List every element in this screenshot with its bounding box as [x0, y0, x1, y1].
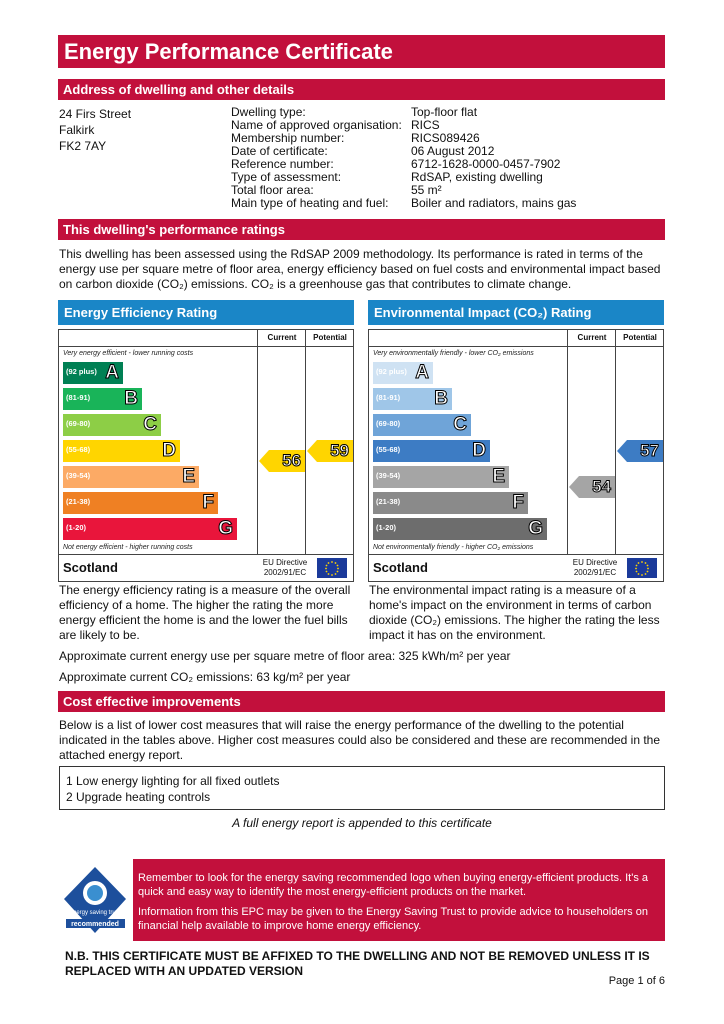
band-range: (39-54)	[376, 471, 401, 480]
co2-emissions: Approximate current CO₂ emissions: 63 kg/m² per year	[59, 670, 351, 684]
band-range: (21-38)	[66, 497, 91, 506]
band-letter: A	[415, 362, 429, 383]
detail-value: 6712-1628-0000-0457-7902	[411, 157, 561, 171]
divider	[305, 330, 306, 555]
list-item: 2 Upgrade heating controls	[66, 790, 211, 804]
page-number: Page 1 of 6	[608, 975, 665, 987]
divider	[567, 330, 568, 555]
detail-key: Total floor area:	[231, 183, 314, 197]
svg-text:energy saving trust: energy saving trust	[69, 910, 121, 916]
band-range: (55-68)	[66, 445, 91, 454]
band-range: (81-91)	[376, 393, 401, 402]
detail-key: Name of approved organisation:	[231, 118, 402, 132]
band-letter: E	[492, 466, 505, 487]
rating-band-d	[373, 440, 490, 462]
chart-bottom-text: Not environmentally friendly - higher CO₂ emissions	[373, 544, 534, 551]
band-range: (55-68)	[376, 445, 401, 454]
rating-band-b	[373, 388, 452, 410]
ratings-intro: This dwelling has been assessed using the RdSAP 2009 methodology. Its performance is rated in terms of the energy use per square metre of floor area, energy efficiency based on fuel costs and environmental impact based on carbon dioxide (CO₂) emissions. CO₂ is a greenhouse gas that contributes to climate change.	[59, 247, 661, 291]
band-range: (92 plus)	[66, 367, 97, 376]
chart-frame	[368, 329, 664, 582]
eu-directive: EU Directive 2002/91/EC	[262, 558, 308, 577]
rating-band-a	[373, 362, 433, 384]
band-letter: D	[162, 440, 176, 461]
chart-top-text: Very environmentally friendly - lower CO₂ emissions	[373, 350, 534, 357]
dwelling-details	[231, 106, 576, 210]
potential-rating-value: 57	[640, 441, 659, 460]
band-letter: A	[105, 362, 119, 383]
address-line: Falkirk	[59, 123, 95, 137]
section-improvements-heading: Cost effective improvements	[58, 691, 665, 712]
rating-band-f	[63, 492, 218, 514]
band-range: (69-80)	[376, 419, 401, 428]
country-label: Scotland	[373, 560, 428, 575]
list-item: 1 Low energy lighting for all fixed outlets	[66, 774, 280, 788]
detail-value: 06 August 2012	[411, 144, 495, 158]
current-rating-value: 56	[282, 451, 301, 470]
band-letter: D	[472, 440, 486, 461]
section-address-heading: Address of dwelling and other details	[58, 79, 665, 100]
potential-col-header: Potential	[313, 333, 347, 342]
improvements-list	[59, 766, 665, 810]
divider	[257, 330, 258, 555]
current-rating-arrow	[259, 450, 305, 472]
potential-rating-arrow	[617, 440, 663, 462]
page-title: Energy Performance Certificate	[58, 35, 665, 68]
chart-footer	[59, 554, 353, 581]
detail-value: RICS089426	[411, 131, 480, 145]
energy-use: Approximate current energy use per square metre of floor area: 325 kWh/m² per year	[59, 649, 511, 663]
chart-frame	[58, 329, 354, 582]
current-col-header: Current	[267, 333, 297, 342]
eu-flag-icon	[317, 558, 347, 578]
detail-key: Date of certificate:	[231, 144, 328, 158]
energy-saving-trust-banner	[58, 859, 665, 941]
band-range: (1-20)	[376, 523, 397, 532]
band-letter: G	[528, 518, 543, 539]
svg-text:recommended: recommended	[71, 921, 119, 928]
band-range: (39-54)	[66, 471, 91, 480]
energy-efficiency-chart	[58, 300, 354, 582]
band-letter: G	[218, 518, 233, 539]
chart-footer	[369, 554, 663, 581]
rating-band-e	[373, 466, 509, 488]
ei-description: The environmental impact rating is a measure of a home's impact on the environment in terms of carbon dioxide (CO₂) emissions. The higher the rating the less impact it has on the environment.	[369, 583, 660, 642]
band-range: (81-91)	[66, 393, 91, 402]
detail-value: Boiler and radiators, mains gas	[411, 196, 577, 210]
eu-directive: EU Directive 2002/91/EC	[572, 558, 618, 577]
band-range: (21-38)	[376, 497, 401, 506]
detail-value: RICS	[411, 118, 440, 132]
potential-rating-arrow	[307, 440, 353, 462]
address-line: 24 Firs Street	[59, 107, 132, 121]
band-letter: E	[182, 466, 195, 487]
eu-flag-icon	[627, 558, 657, 578]
detail-value: Top-floor flat	[411, 105, 478, 119]
detail-value: 55 m²	[411, 183, 442, 197]
report-note: A full energy report is appended to this certificate	[232, 816, 492, 830]
divider	[615, 330, 616, 555]
est-text-1: Remember to look for the energy saving recommended logo when buying energy-efficient products. It's a quick and easy way to identify the most energy-efficient products on the market.	[138, 872, 649, 898]
detail-value: RdSAP, existing dwelling	[411, 170, 543, 184]
address-block	[59, 106, 131, 154]
rating-band-c	[373, 414, 471, 436]
rating-band-g	[373, 518, 547, 540]
band-letter: C	[453, 414, 467, 435]
rating-band-e	[63, 466, 199, 488]
detail-key: Membership number:	[231, 131, 345, 145]
current-rating-value: 54	[592, 477, 611, 496]
current-rating-arrow	[569, 476, 615, 498]
band-range: (92 plus)	[376, 367, 407, 376]
rating-band-d	[63, 440, 180, 462]
est-text-2: Information from this EPC may be given to the Energy Saving Trust to provide advice to householders on financial help available to improve home energy efficiency.	[138, 906, 648, 932]
detail-key: Reference number:	[231, 157, 334, 171]
chart-top-text: Very energy efficient - lower running costs	[63, 350, 194, 357]
country-label: Scotland	[63, 560, 118, 575]
rating-band-g	[63, 518, 237, 540]
band-range: (69-80)	[66, 419, 91, 428]
rating-band-b	[63, 388, 142, 410]
band-letter: F	[512, 492, 524, 513]
address-line: FK2 7AY	[59, 139, 107, 153]
environmental-impact-chart	[368, 300, 664, 582]
improvements-intro: Below is a list of lower cost measures that will raise the energy performance of the dwelling to the potential indicated in the tables above. Higher cost measures could also be considered and these are recommended in the attached energy report.	[59, 718, 661, 762]
detail-key: Main type of heating and fuel:	[231, 196, 389, 210]
section-ratings-heading: This dwelling's performance ratings	[58, 219, 665, 240]
band-letter: B	[124, 388, 138, 409]
chart-title: Energy Efficiency Rating	[58, 300, 354, 325]
chart-title: Environmental Impact (CO₂) Rating	[368, 300, 664, 325]
rating-band-f	[373, 492, 528, 514]
band-letter: C	[143, 414, 157, 435]
band-letter: B	[434, 388, 448, 409]
rating-band-c	[63, 414, 161, 436]
chart-bottom-text: Not energy efficient - higher running costs	[63, 544, 193, 551]
ee-description: The energy efficiency rating is a measure of the overall efficiency of a home. The higher the rating the more energy efficient the home is and the lower the fuel bills are likely to be.	[59, 583, 351, 642]
energy-saving-recommended-logo	[58, 859, 133, 941]
nb-notice: N.B. THIS CERTIFICATE MUST BE AFFIXED TO THE DWELLING AND NOT BE REMOVED UNLESS IT IS REPLACED WITH AN UPDATED VERSION	[65, 949, 650, 978]
detail-key: Dwelling type:	[231, 105, 306, 119]
band-letter: F	[202, 492, 214, 513]
current-col-header: Current	[577, 333, 607, 342]
detail-key: Type of assessment:	[231, 170, 342, 184]
potential-col-header: Potential	[623, 333, 657, 342]
potential-rating-value: 59	[330, 441, 349, 460]
rating-band-a	[63, 362, 123, 384]
band-range: (1-20)	[66, 523, 87, 532]
